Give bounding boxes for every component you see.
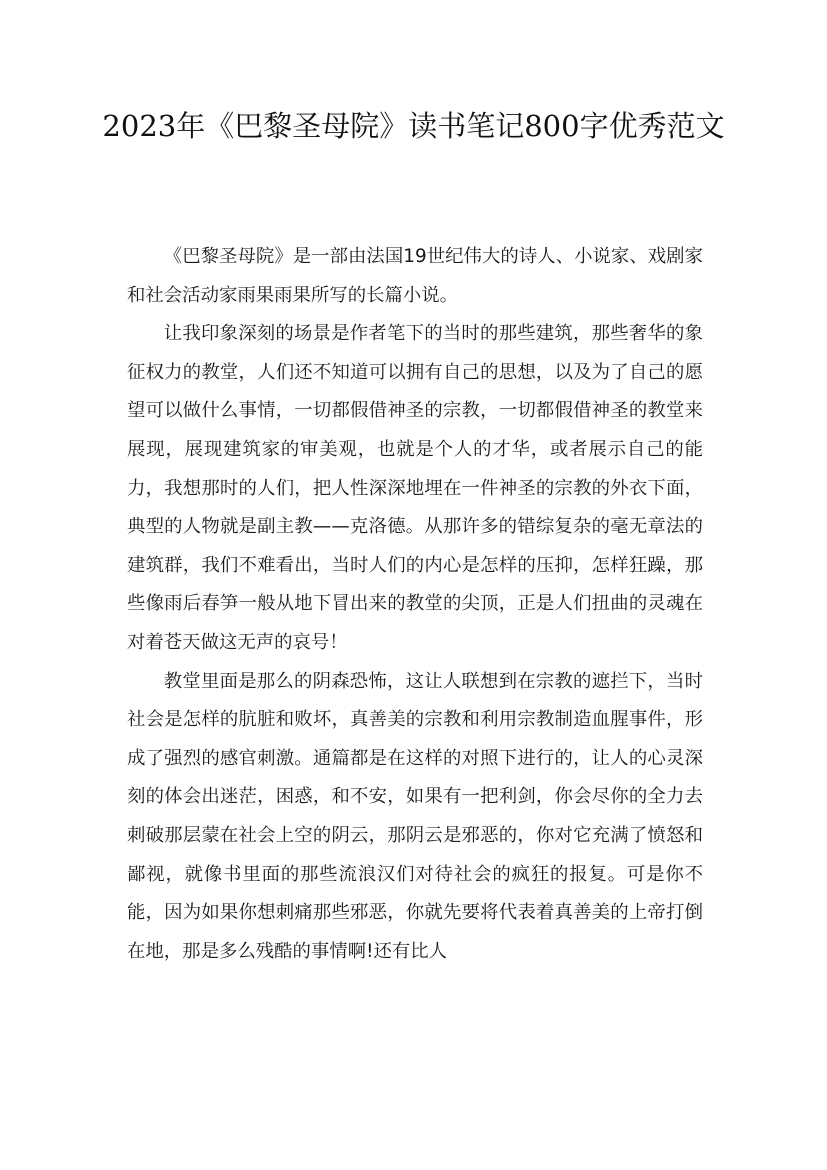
- paragraph-1: 《巴黎圣母院》是一部由法国19世纪伟大的诗人、小说家、戏剧家和社会活动家雨果雨果所写的长篇小说。: [127, 246, 703, 306]
- paragraph-3: 教堂里面是那么的阴森恐怖，这让人联想到在宗教的遮拦下，当时社会是怎样的肮脏和败坏，真善美的宗教和利用宗教制造血腥事件，形成了强烈的感官刺激。通篇都是在这样的对照下进行的，让人的心灵深刻的体会出迷茫，困惑，和不安，如果有一把利剑，你会尽你的全力去刺破那层蒙在社会上空的阴云，那阴云是邪恶的，你对它充满了愤怒和鄙视，就像书里面的那些流浪汉们对待社会的疯狂的报复。可是你不能，因为如果你想刺痛那些邪恶，你就先要将代表着真善美的上帝打倒在地，那是多么残酷的事情啊!还有比人: [127, 670, 703, 962]
- paragraph-2: 让我印象深刻的场景是作者笔下的当时的那些建筑，那些奢华的象征权力的教堂，人们还不知道可以拥有自己的思想，以及为了自己的愿望可以做什么事情，一切都假借神圣的宗教，一切都假借神圣的教堂来展现，展现建筑家的审美观，也就是个人的才华，或者展示自己的能力，我想那时的人们，把人性深深地埋在一件神圣的宗教的外衣下面，典型的人物就是副主教——克洛德。从那许多的错综复杂的毫无章法的建筑群，我们不难看出，当时人们的内心是怎样的压抑，怎样狂躁，那些像雨后春笋一般从地下冒出来的教堂的尖顶，正是人们扭曲的灵魂在对着苍天做这无声的哀号！: [127, 323, 703, 653]
- document-body: [127, 238, 703, 971]
- document-title: 2023年《巴黎圣母院》读书笔记800字优秀范文: [102, 109, 725, 143]
